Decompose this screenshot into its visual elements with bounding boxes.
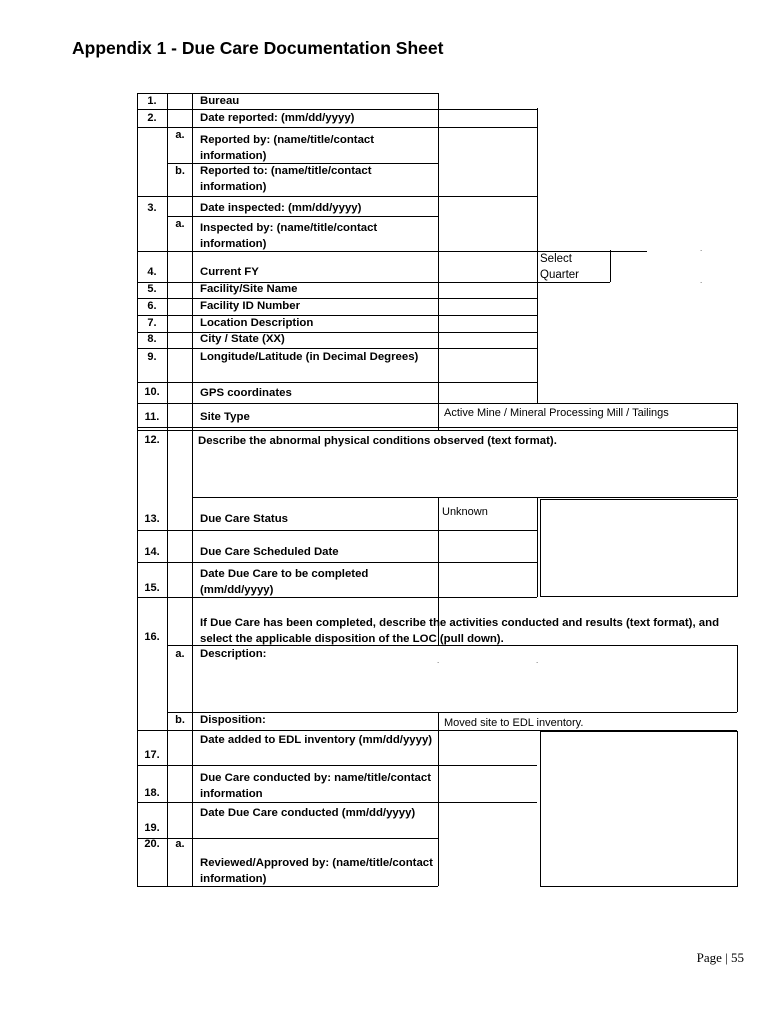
field-label-date-due-care-completed: Date Due Care to be completed (mm/dd/yyyy) xyxy=(200,568,369,596)
row-sub-letter: a. xyxy=(175,838,185,850)
row-number: 8. xyxy=(147,333,157,345)
row-number: 12. xyxy=(144,434,160,446)
row-number: 6. xyxy=(147,300,157,312)
row-number: 10. xyxy=(144,386,160,398)
field-label-due-care-status: Due Care Status xyxy=(200,513,288,525)
row-number: 1. xyxy=(147,95,157,107)
field-label-city-state: City / State (XX) xyxy=(200,333,285,345)
row-number: 9. xyxy=(147,351,157,363)
field-label-due-care-activities: If Due Care has been completed, describe the activities conducted and results (text format), and select the applicable disposition of the LOC (pull down). xyxy=(200,617,720,645)
disposition-select[interactable]: Moved site to EDL inventory. xyxy=(444,717,584,729)
field-label-due-care-scheduled-date: Due Care Scheduled Date xyxy=(200,546,339,558)
row-number: 13. xyxy=(144,513,160,525)
field-label-date-reported: Date reported: (mm/dd/yyyy) xyxy=(200,112,355,124)
row-number: 15. xyxy=(144,582,160,594)
due-care-status-select[interactable]: Unknown xyxy=(442,506,488,518)
row-sub-letter: b. xyxy=(175,165,185,177)
field-label-bureau: Bureau xyxy=(200,95,240,107)
field-label-reported-to: Reported to: (name/title/contact information) xyxy=(200,165,372,193)
field-label-reviewed-approved-by: Reviewed/Approved by: (name/title/contact information) xyxy=(200,857,433,885)
field-label-site-type: Site Type xyxy=(200,411,250,423)
row-sub-letter: b. xyxy=(175,714,185,726)
field-label-facility-id: Facility ID Number xyxy=(200,300,301,312)
field-label-date-added-edl: Date added to EDL inventory (mm/dd/yyyy) xyxy=(200,734,433,746)
site-type-select[interactable]: Active Mine / Mineral Processing Mill / Tailings xyxy=(444,407,669,419)
row-number: 7. xyxy=(147,317,157,329)
row-number: 14. xyxy=(144,546,160,558)
field-label-disposition: Disposition: xyxy=(200,714,266,726)
due-care-status-box[interactable] xyxy=(540,499,738,597)
row-number: 2. xyxy=(147,112,157,124)
row-sub-letter: a. xyxy=(175,218,185,230)
page-footer: Page | 55 xyxy=(696,950,744,965)
row-number: 17. xyxy=(144,749,160,761)
field-label-location-description: Location Description xyxy=(200,317,314,329)
field-label-longitude-latitude: Longitude/Latitude (in Decimal Degrees) xyxy=(200,351,419,363)
field-label-date-due-care-conducted: Date Due Care conducted (mm/dd/yyyy) xyxy=(200,807,416,819)
field-label-abnormal-conditions: Describe the abnormal physical conditions observed (text format). xyxy=(198,435,557,447)
quarter-select[interactable]: Select Quarter xyxy=(540,253,579,281)
field-label-facility-site-name: Facility/Site Name xyxy=(200,283,298,295)
page-title: Appendix 1 - Due Care Documentation Sheet xyxy=(72,38,444,58)
row-number: 11. xyxy=(144,411,160,423)
field-label-date-inspected: Date inspected: (mm/dd/yyyy) xyxy=(200,202,362,214)
row-sub-letter: a. xyxy=(175,648,185,660)
row-number: 3. xyxy=(147,202,157,214)
row-number: 20. xyxy=(144,838,160,850)
row-number: 18. xyxy=(144,787,160,799)
field-label-reported-by: Reported by: (name/title/contact information) xyxy=(200,134,375,162)
edl-inventory-box[interactable] xyxy=(540,731,738,887)
field-label-due-care-conducted-by: Due Care conducted by: name/title/contact information xyxy=(200,772,432,800)
field-label-gps-coordinates: GPS coordinates xyxy=(200,387,292,399)
field-label-inspected-by: Inspected by: (name/title/contact information) xyxy=(200,222,378,250)
row-sub-letter: a. xyxy=(175,129,185,141)
row-number: 5. xyxy=(147,283,157,295)
row-number: 4. xyxy=(147,266,157,278)
row-number: 16. xyxy=(144,631,160,643)
field-label-current-fy: Current FY xyxy=(200,266,259,278)
row-number: 19. xyxy=(144,822,160,834)
field-label-description: Description: xyxy=(200,648,267,660)
